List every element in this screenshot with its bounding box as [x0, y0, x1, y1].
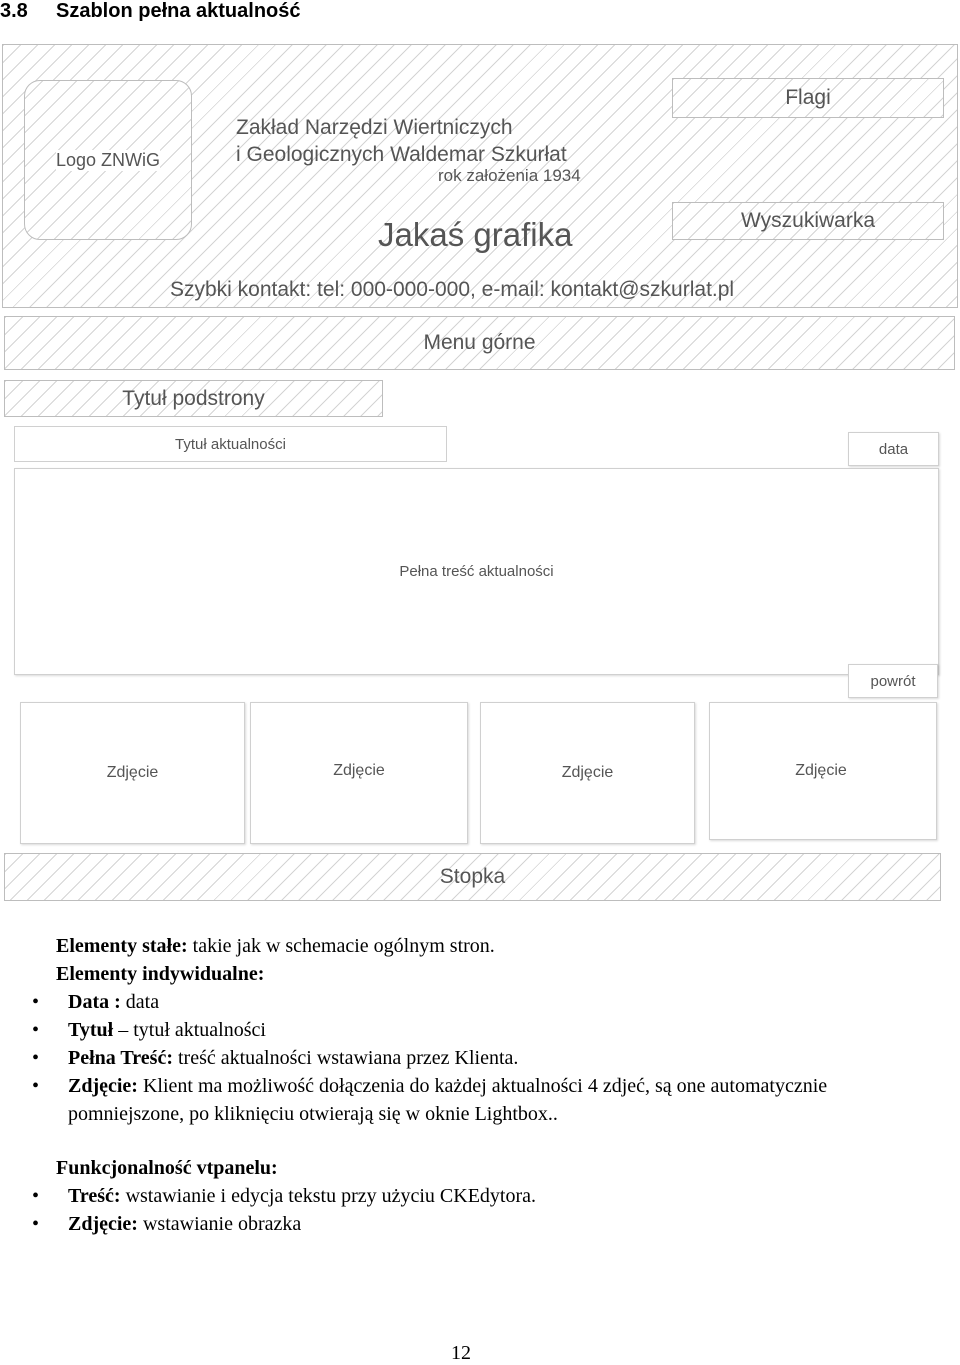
search-label: Wyszukiwarka: [741, 209, 875, 232]
footer-label: Stopka: [439, 865, 506, 888]
flags-placeholder: [672, 78, 944, 118]
news-content-box: [14, 468, 939, 675]
news-title-box: [14, 426, 447, 462]
date-box: [848, 432, 939, 466]
list-item: [0, 1182, 936, 1210]
item-label: Zdjęcie:: [68, 1213, 138, 1235]
footer-placeholder: [4, 853, 941, 901]
item-label: Tytuł: [68, 1019, 114, 1041]
date-label: data: [878, 440, 909, 458]
flags-label: Flagi: [785, 86, 831, 109]
item-text: – tytuł aktualności: [113, 1019, 266, 1041]
page-number: 12: [451, 1342, 471, 1364]
list-item: [0, 1210, 936, 1238]
back-button[interactable]: [848, 664, 938, 698]
founded-year: rok założenia 1934: [438, 166, 581, 185]
photo-4-label: Zdjęcie: [795, 762, 847, 779]
list-item: [0, 1016, 936, 1044]
item-text: wstawianie obrazka: [137, 1213, 302, 1235]
logo-label: Logo ZNWiG: [55, 149, 161, 170]
logo-placeholder: [24, 80, 192, 240]
graphic-placeholder: Jakaś grafika: [378, 216, 573, 253]
item-text: Klient ma możliwość dołączenia do każdej aktualności 4 zdjeć, są one automatycznie pomniejszone, po kliknięciu otwierają się w oknie Lightbox..: [68, 1075, 828, 1125]
item-label: Pełna Treść:: [68, 1047, 173, 1069]
fixed-elements: [56, 932, 936, 960]
list-item: [0, 1044, 936, 1072]
description: [56, 932, 936, 1238]
photo-3-label: Zdjęcie: [561, 764, 614, 781]
photo-3[interactable]: [480, 702, 695, 844]
top-menu-label: Menu górne: [423, 331, 536, 354]
panel-label: Funkcjonalność vtpanelu:: [56, 1157, 278, 1179]
top-menu[interactable]: [4, 316, 955, 370]
news-content-label: Pełna treść aktualności: [399, 563, 554, 580]
item-text: data: [120, 991, 160, 1013]
individual-label: Elementy indywidualne:: [56, 963, 265, 985]
item-label: Data :: [68, 991, 121, 1013]
news-title-label: Tytuł aktualności: [175, 435, 286, 453]
back-label: powrót: [870, 672, 916, 690]
list-item: [0, 1072, 936, 1128]
photo-1-label: Zdjęcie: [106, 764, 159, 781]
photo-1[interactable]: [20, 702, 245, 844]
search-placeholder[interactable]: [672, 202, 944, 240]
fixed-label: Elementy stałe:: [56, 935, 188, 957]
photo-4[interactable]: [709, 702, 937, 840]
item-label: Zdjęcie:: [68, 1075, 138, 1097]
photo-2[interactable]: [250, 702, 468, 844]
quick-contact: Szybki kontakt: tel: 000-000-000, e-mail: kontakt@szkurlat.pl: [170, 278, 735, 301]
company-name: [236, 114, 567, 168]
photo-2-label: Zdjęcie: [333, 762, 385, 779]
section-number: 3.8: [0, 0, 28, 22]
section-heading: [0, 0, 301, 28]
list-item: [0, 988, 936, 1016]
fixed-text: takie jak w schemacie ogólnym stron.: [187, 935, 495, 957]
company-line-1: Zakład Narzędzi Wiertniczych: [236, 116, 513, 139]
company-line-2: i Geologicznych Waldemar Szkurłat: [236, 143, 567, 166]
panel-list: [0, 1182, 936, 1238]
item-label: Treść:: [68, 1185, 121, 1207]
item-text: wstawianie i edycja tekstu przy użyciu CKEdytora.: [120, 1185, 537, 1207]
subpage-title-label: Tytuł podstrony: [122, 386, 265, 410]
individual-list: [0, 988, 936, 1128]
item-text: treść aktualności wstawiana przez Klienta.: [172, 1047, 519, 1069]
section-title: Szablon pełna aktualność: [56, 0, 301, 22]
subpage-title: [4, 380, 383, 417]
